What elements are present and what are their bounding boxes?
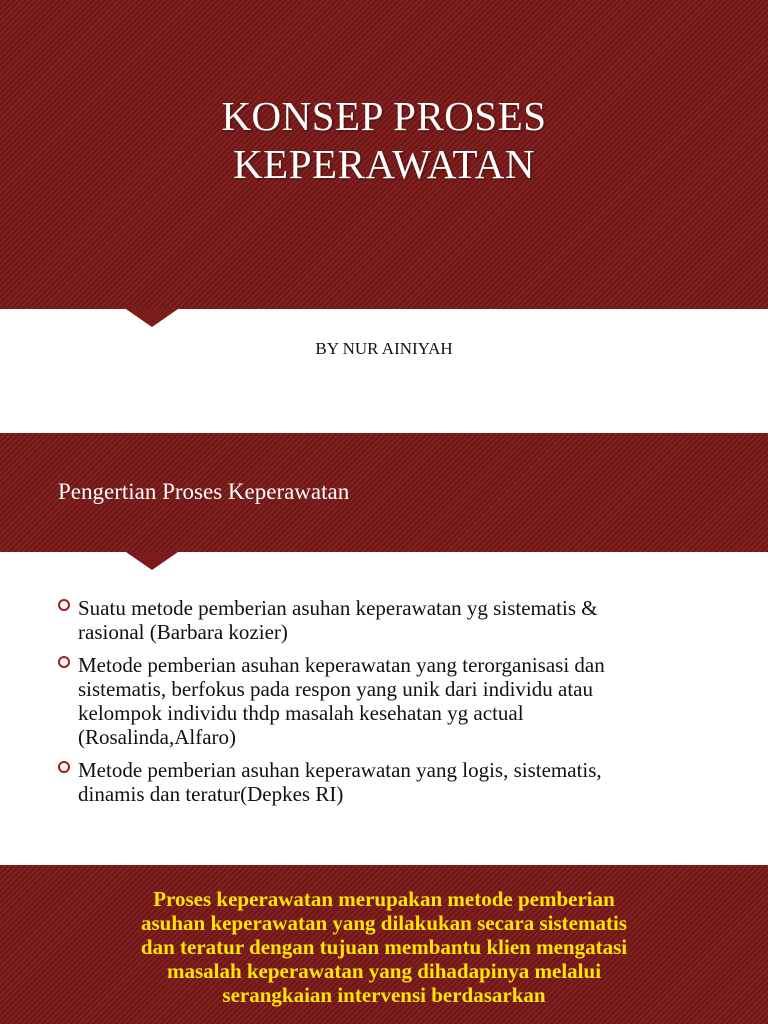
- title-line-2: KEPERAWATAN: [233, 141, 535, 187]
- author-byline: BY NUR AINIYAH: [315, 339, 453, 358]
- list-item-text: Suatu metode pemberian asuhan keperawatan yg sistematis & rasional (Barbara kozier): [78, 596, 598, 644]
- title-band-notch: [126, 309, 178, 327]
- title-line-1: KONSEP PROSES: [221, 93, 547, 139]
- slide-title-text: [0, 92, 768, 188]
- heading-band-notch: [126, 552, 178, 570]
- circle-bullet-icon: [58, 599, 70, 611]
- slide-definitions: [0, 433, 768, 865]
- circle-bullet-icon: [58, 656, 70, 668]
- circle-bullet-icon: [58, 761, 70, 773]
- list-item: [58, 596, 658, 644]
- list-item: [58, 758, 658, 806]
- slide-heading: Pengertian Proses Keperawatan: [58, 479, 350, 504]
- slide-title: [0, 0, 768, 433]
- callout-text: Proses keperawatan merupakan metode pemberian asuhan keperawatan yang dilakukan secara sistematis dan teratur dengan tujuan membantu klien mengatasi masalah keperawatan yang dihadapinya melalui serangkaian intervensi berdasarkan: [140, 887, 628, 1007]
- list-item-text: Metode pemberian asuhan keperawatan yang logis, sistematis, dinamis dan teratur(Depkes RI): [78, 758, 602, 806]
- slide-callout: [0, 865, 768, 1024]
- list-item-text: Metode pemberian asuhan keperawatan yang terorganisasi dan sistematis, berfokus pada respon yang unik dari individu atau kelompok individu thdp masalah kesehatan yg actual (Rosalinda,Alfaro): [78, 653, 605, 749]
- list-item: [58, 653, 658, 749]
- definition-list: [58, 596, 658, 815]
